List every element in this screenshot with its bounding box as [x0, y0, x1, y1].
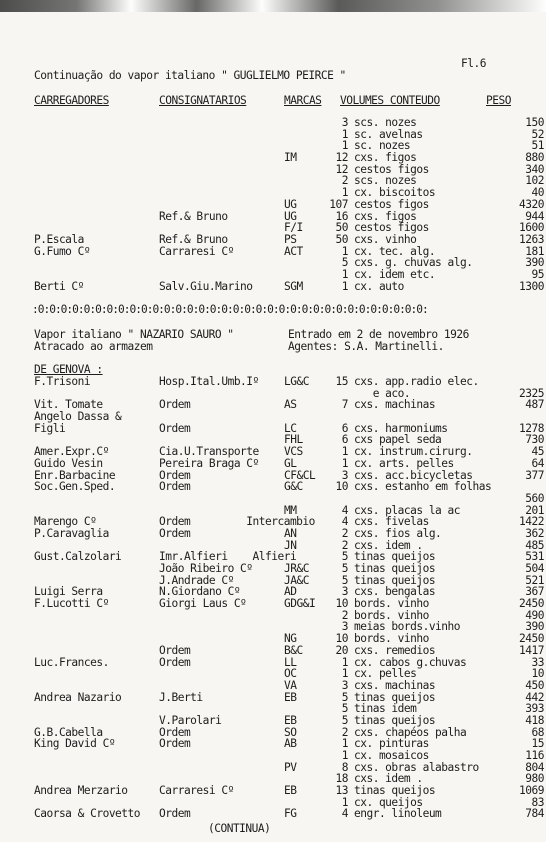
shipper-cell: Enr.Barbacine	[34, 468, 116, 482]
contents-cell: cxs. app.radio elec.	[354, 375, 479, 388]
contents-cell: cxs. idem .	[354, 538, 423, 552]
contents-cell: bords. vinho	[354, 608, 429, 622]
weight-cell: 804	[525, 760, 544, 774]
table-row	[0, 140, 546, 152]
header-consignatarios: CONSIGNATARIOS	[159, 94, 247, 107]
weight-cell: 944	[525, 209, 544, 223]
mark-cell: ACT	[284, 244, 303, 258]
weight-cell: 531	[525, 550, 544, 564]
mark-cell: MM	[284, 503, 297, 517]
quantity-cell: 5	[341, 573, 348, 587]
contents-cell: cx. arts. pelles	[354, 456, 454, 470]
quantity-cell: 1	[341, 655, 348, 669]
contents-cell: tinas idem	[354, 702, 417, 716]
quantity-cell: 3	[341, 620, 348, 634]
contents-cell: tinas queijos	[354, 690, 436, 704]
weight-cell: 504	[525, 562, 544, 575]
shipper-cell: Marengo Cº	[34, 515, 97, 529]
contents-cell: cx. auto	[354, 279, 404, 293]
consignee-cell: Carraresi Cº	[159, 784, 234, 798]
table-row	[0, 762, 546, 774]
table-row	[0, 234, 546, 246]
contents-cell: cxs. obras alabastro	[354, 760, 479, 774]
table-row	[0, 785, 546, 797]
shipper-cell: Andrea Merzario	[34, 784, 128, 798]
consignee-cell: Ordem	[159, 655, 191, 669]
quantity-cell: 1	[341, 244, 348, 258]
weight-cell: 1069	[519, 784, 544, 798]
consignee-cell: J.Andrade Cº	[159, 573, 234, 587]
mark-cell: F/I	[284, 221, 303, 235]
table-row	[0, 281, 546, 293]
contents-cell: cx. tec. alg.	[354, 244, 436, 258]
mark-cell: GL	[284, 456, 297, 470]
table-row	[0, 738, 546, 750]
weight-cell: 201	[525, 503, 544, 517]
contents-cell: cestos figos	[354, 162, 429, 176]
quantity-cell: 5	[341, 713, 348, 727]
table-row	[0, 668, 546, 680]
consignee-cell: Imr.Alfieri Alfieri	[159, 550, 297, 564]
berth-text: Atracado ao armazem	[34, 340, 153, 353]
mark-cell: SGM	[284, 279, 303, 293]
quantity-cell: 50	[335, 232, 348, 246]
contents-cell: cestos figos	[354, 221, 429, 235]
quantity-cell: 4	[341, 503, 348, 517]
shipper-cell: Luc.Frances.	[34, 655, 109, 669]
shipper-cell: Amer.Expr.Cº	[34, 445, 109, 459]
quantity-cell: 2	[341, 526, 348, 540]
table-row	[0, 692, 546, 704]
consignee-cell: Giorgi Laus Cº	[159, 597, 247, 611]
mark-cell: EB	[284, 690, 297, 704]
quantity-cell: 4	[341, 807, 348, 821]
weight-cell: 95	[531, 267, 544, 281]
contents-cell: tinas queijos	[354, 573, 436, 587]
weight-cell: 68	[531, 725, 544, 739]
mark-cell: PS	[284, 232, 297, 246]
shipper-cell: Vit. Tomate	[34, 398, 103, 412]
quantity-cell: 12	[335, 162, 348, 176]
contents-cell: scs. nozes	[354, 116, 417, 129]
mark-cell: UG	[284, 209, 297, 223]
table-row	[0, 175, 546, 187]
consignee-cell: Ordem	[159, 468, 191, 482]
contents-cell: cxs. figos	[354, 209, 417, 223]
quantity-cell: 5	[341, 550, 348, 564]
weight-cell: 450	[525, 678, 544, 692]
mark-cell: FHL	[284, 433, 303, 447]
quantity-cell: 1	[341, 749, 348, 762]
shipper-cell: P.Caravaglia	[34, 526, 109, 540]
shipper-cell: F.Trisoni	[34, 375, 91, 388]
mark-cell: NG	[284, 632, 297, 646]
contents-cell: cxs. bengalas	[354, 585, 436, 599]
quantity-cell: 50	[335, 221, 348, 235]
contents-cell: cxs. estanho em folhas	[354, 480, 492, 494]
shipper-cell: Gust.Calzolari	[34, 550, 122, 564]
consignee-cell: Ordem	[159, 725, 191, 739]
consignee-cell: N.Giordano Cº	[159, 585, 241, 599]
table-row	[0, 199, 546, 211]
quantity-cell: 2	[341, 174, 348, 188]
mark-cell: FG	[284, 807, 297, 821]
weight-cell: 4320	[519, 197, 544, 211]
table-row	[0, 493, 546, 505]
vessel-title-2: Vapor italiano " NAZARIO SAURO "	[34, 328, 234, 341]
weight-cell: 15	[531, 737, 544, 751]
quantity-cell: 5	[341, 562, 348, 575]
weight-cell: 116	[525, 749, 544, 762]
weight-cell: 784	[525, 807, 544, 821]
manifest-table-1	[0, 117, 546, 292]
weight-cell: 485	[525, 538, 544, 552]
table-row	[0, 117, 546, 129]
quantity-cell: 1	[341, 139, 348, 153]
mark-cell: JA&C	[284, 573, 309, 587]
quantity-cell: 1	[341, 279, 348, 293]
weight-cell: 1300	[519, 279, 544, 293]
shipper-cell: Figli	[34, 421, 66, 435]
contents-cell: cxs. figos	[354, 151, 417, 165]
quantity-cell: 1	[341, 186, 348, 200]
table-row	[0, 211, 546, 223]
contents-cell: cx. pinturas	[354, 737, 429, 751]
contents-cell: cxs. placas la ac	[354, 503, 461, 517]
quantity-cell: 1	[341, 267, 348, 281]
weight-cell: 150	[525, 116, 544, 129]
table-row	[0, 423, 546, 435]
quantity-cell: 15	[335, 375, 348, 388]
quantity-cell: 20	[335, 643, 348, 657]
mark-cell: G&C	[284, 480, 303, 494]
manifest-table-2	[0, 376, 546, 820]
table-row	[0, 563, 546, 575]
table-row	[0, 528, 546, 540]
quantity-cell: 4	[341, 515, 348, 529]
section-header: DE GENOVA :	[34, 363, 103, 376]
quantity-cell: 10	[335, 632, 348, 646]
consignee-cell: Ref.& Bruno	[159, 232, 228, 246]
consignee-cell: Ordem	[159, 737, 191, 751]
table-row	[0, 129, 546, 141]
quantity-cell: 7	[341, 398, 348, 412]
contents-cell: sc. nozes	[354, 139, 411, 153]
weight-cell: 51	[531, 139, 544, 153]
contents-cell: tinas queijos	[354, 784, 436, 798]
quantity-cell: 5	[341, 690, 348, 704]
quantity-cell: 3	[341, 678, 348, 692]
table-row	[0, 621, 546, 633]
table-row	[0, 633, 546, 645]
weight-cell: 10	[531, 667, 544, 681]
shipper-cell: G.B.Cabella	[34, 725, 103, 739]
weight-cell: 64	[531, 456, 544, 470]
weight-cell: 2325	[519, 386, 544, 400]
header-carregadores: CARREGADORES	[34, 94, 109, 107]
mark-cell: VCS	[284, 445, 303, 459]
weight-cell: 367	[525, 585, 544, 599]
weight-cell: 102	[525, 174, 544, 188]
quantity-cell: 2	[341, 725, 348, 739]
contents-cell: e aco.	[354, 386, 411, 400]
consignee-cell: Salv.Giu.Marino	[159, 279, 253, 293]
weight-cell: 33	[531, 655, 544, 669]
contents-cell: bords. vinho	[354, 597, 429, 611]
mark-cell: JR&C	[284, 562, 309, 575]
quantity-cell: 13	[335, 784, 348, 798]
consignee-cell: Ordem	[159, 421, 191, 435]
mark-cell: UG	[284, 197, 297, 211]
mark-cell: VA	[284, 678, 297, 692]
contents-cell: cx. mosaicos	[354, 749, 429, 762]
header-volumes-conteudo: VOLUMES CONTEUDO	[340, 94, 440, 107]
table-row	[0, 657, 546, 669]
table-row	[0, 481, 546, 493]
shipper-cell: Andrea Nazario	[34, 690, 122, 704]
weight-cell: 1263	[519, 232, 544, 246]
table-row	[0, 458, 546, 470]
scan-edge	[0, 0, 546, 12]
quantity-cell: 1	[341, 795, 348, 809]
contents-cell: cxs. remedios	[354, 643, 436, 657]
mark-cell: EB	[284, 713, 297, 727]
contents-cell: cestos figos	[354, 197, 429, 211]
weight-cell: 393	[525, 702, 544, 716]
weight-cell: 390	[525, 256, 544, 270]
table-row	[0, 411, 546, 423]
weight-cell: 730	[525, 433, 544, 447]
consignee-cell: Ordem	[159, 807, 191, 821]
contents-cell: engr. linoleum	[354, 807, 442, 821]
mark-cell: EB	[284, 784, 297, 798]
weight-cell: 980	[525, 772, 544, 786]
consignee-cell: Ordem	[159, 480, 191, 494]
contents-cell: tinas queijos	[354, 562, 436, 575]
table-row	[0, 610, 546, 622]
table-row	[0, 715, 546, 727]
quantity-cell: 10	[335, 597, 348, 611]
mark-cell: AS	[284, 398, 297, 412]
weight-cell: 880	[525, 151, 544, 165]
mark-cell: GDG&I	[284, 597, 316, 611]
contents-cell: cx. queijos	[354, 795, 423, 809]
contents-cell: cx. biscoitos	[354, 186, 436, 200]
contents-cell: cxs. machinas	[354, 398, 436, 412]
shipper-cell: King David Cº	[34, 737, 116, 751]
shipper-cell: Caorsa & Crovetto	[34, 807, 141, 821]
weight-cell: 490	[525, 608, 544, 622]
quantity-cell: 6	[341, 433, 348, 447]
quantity-cell: 16	[335, 209, 348, 223]
mark-cell: B&C	[284, 643, 303, 657]
weight-cell: 377	[525, 468, 544, 482]
consignee-cell: João Ribeiro Cº	[159, 562, 253, 575]
quantity-cell: 1	[341, 456, 348, 470]
mark-cell: LC	[284, 421, 297, 435]
weight-cell: 1422	[519, 515, 544, 529]
page-number: Fl.6	[461, 57, 486, 70]
consignee-cell: Ref.& Bruno	[159, 209, 228, 223]
consignee-cell: V.Parolari	[159, 713, 222, 727]
mark-cell: LL	[284, 655, 297, 669]
mark-cell: JN	[284, 538, 297, 552]
shipper-cell: Berti Cº	[34, 279, 84, 293]
weight-cell: 83	[531, 795, 544, 809]
mark-cell: AN	[284, 526, 297, 540]
separator-line: :0:0:0:0:0:0:0:0:0:0:0:0:0:0:0:0:0:0:0:0:0:0:0:0:0:0:0:0:0:0:0:0:0:0:	[32, 303, 428, 316]
table-row	[0, 598, 546, 610]
mark-cell: LG&C	[284, 375, 309, 388]
consignee-cell: Ordem Intercambio	[159, 515, 315, 529]
weight-cell: 340	[525, 162, 544, 176]
consignee-cell: Carraresi Cº	[159, 244, 234, 258]
quantity-cell: 3	[341, 116, 348, 129]
table-row	[0, 257, 546, 269]
weight-cell: 40	[531, 186, 544, 200]
consignee-cell: Pereira Braga Cº	[159, 456, 259, 470]
weight-cell: 52	[531, 127, 544, 141]
shipper-cell: Soc.Gen.Sped.	[34, 480, 116, 494]
contents-cell: cxs. machinas	[354, 678, 436, 692]
table-row	[0, 551, 546, 563]
shipper-cell: G.Fumo Cº	[34, 244, 91, 258]
contents-cell: cxs. g. chuvas alg.	[354, 256, 473, 270]
contents-cell: cx. instrum.cirurg.	[354, 445, 473, 459]
quantity-cell: 1	[341, 445, 348, 459]
weight-cell: 418	[525, 713, 544, 727]
table-row	[0, 376, 546, 388]
table-row	[0, 808, 546, 820]
mark-cell: AB	[284, 737, 297, 751]
mark-cell: IM	[284, 151, 297, 165]
consignee-cell: Ordem	[159, 643, 191, 657]
quantity-cell: 3	[341, 585, 348, 599]
quantity-cell: 2	[341, 538, 348, 552]
consignee-cell: Ordem	[159, 526, 191, 540]
contents-cell: tinas queijos	[354, 713, 436, 727]
weight-cell: 521	[525, 573, 544, 587]
weight-cell: 442	[525, 690, 544, 704]
quantity-cell: 2	[341, 608, 348, 622]
table-row	[0, 187, 546, 199]
table-row	[0, 680, 546, 692]
weight-cell: 1417	[519, 643, 544, 657]
table-row	[0, 645, 546, 657]
quantity-cell: 1	[341, 667, 348, 681]
header-peso: PESO	[486, 94, 511, 107]
contents-cell: tinas queijos	[354, 550, 436, 564]
shipper-cell: Angelo Dassa &	[34, 410, 122, 424]
mark-cell: AD	[284, 585, 297, 599]
shipper-cell: P.Escala	[34, 232, 84, 246]
contents-cell: meias bords.vinho	[354, 620, 461, 634]
quantity-cell: 8	[341, 760, 348, 774]
weight-cell: 181	[525, 244, 544, 258]
shipper-cell: Guido Vesin	[34, 456, 103, 470]
weight-cell: 362	[525, 526, 544, 540]
weight-cell: 45	[531, 445, 544, 459]
continued-footer: (CONTINUA)	[208, 822, 271, 835]
consignee-cell: Cia.U.Transporte	[159, 445, 259, 459]
consignee-cell: Hosp.Ital.Umb.Iº	[159, 375, 259, 388]
mark-cell: OC	[284, 667, 297, 681]
contents-cell: scs. nozes	[354, 174, 417, 188]
quantity-cell: 18	[335, 772, 348, 786]
table-row	[0, 269, 546, 281]
contents-cell: cx. idem etc.	[354, 267, 436, 281]
quantity-cell: 1	[341, 737, 348, 751]
table-row	[0, 164, 546, 176]
contents-cell: cxs. fivelas	[354, 515, 429, 529]
quantity-cell: 107	[329, 197, 348, 211]
mark-cell: SO	[284, 725, 297, 739]
header-marcas: MARCAS	[284, 94, 322, 107]
contents-cell: cxs papel seda	[354, 433, 442, 447]
quantity-cell: 5	[341, 702, 348, 716]
contents-cell: cxs. idem .	[354, 772, 423, 786]
consignee-cell: Ordem	[159, 398, 191, 412]
contents-cell: sc. avelnas	[354, 127, 423, 141]
quantity-cell: 6	[341, 421, 348, 435]
weight-cell: 2450	[519, 597, 544, 611]
table-row	[0, 750, 546, 762]
shipper-cell: F.Lucotti Cº	[34, 597, 109, 611]
contents-cell: cxs. acc.bicycletas	[354, 468, 473, 482]
mark-cell: CF&CL	[284, 468, 316, 482]
contents-cell: cx. cabos g.chuvas	[354, 655, 467, 669]
weight-cell: 390	[525, 620, 544, 634]
weight-cell: 2450	[519, 632, 544, 646]
quantity-cell: 3	[341, 468, 348, 482]
agents-text: Agentes: S.A. Martinelli.	[288, 340, 444, 353]
weight-cell: 487	[525, 398, 544, 412]
quantity-cell: 10	[335, 480, 348, 494]
contents-cell: cxs. harmoniums	[354, 421, 448, 435]
quantity-cell: 1	[341, 127, 348, 141]
shipper-cell: Luigi Serra	[34, 585, 103, 599]
contents-cell: cxs. vinho	[354, 232, 417, 246]
mark-cell: PV	[284, 760, 297, 774]
table-row	[0, 152, 546, 164]
contents-cell: cxs. chapéos palha	[354, 725, 467, 739]
weight-cell: 1600	[519, 221, 544, 235]
contents-cell: bords. vinho	[354, 632, 429, 646]
weight-cell: 560	[525, 491, 544, 505]
consignee-cell: J.Berti	[159, 690, 203, 704]
weight-cell: 1278	[519, 421, 544, 435]
quantity-cell: 5	[341, 256, 348, 270]
entry-date: Entrado em 2 de novembro 1926	[288, 328, 469, 341]
table-row	[0, 703, 546, 715]
contents-cell: cx. pelles	[354, 667, 417, 681]
contents-cell: cxs. fios alg.	[354, 526, 442, 540]
vessel-title-1: Continuação do vapor italiano " GUGLIELMO PEIRCE "	[34, 69, 346, 82]
quantity-cell: 12	[335, 151, 348, 165]
